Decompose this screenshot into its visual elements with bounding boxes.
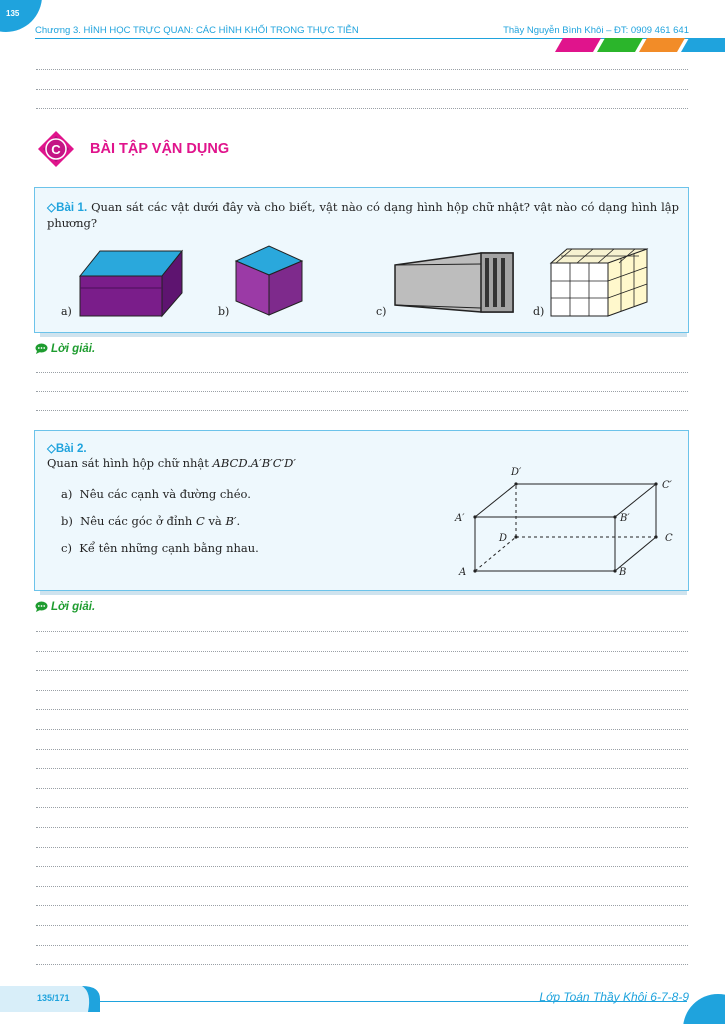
stripe-blue — [681, 38, 725, 52]
answer-line — [36, 391, 688, 392]
box-shadow — [40, 333, 687, 337]
answer-line — [36, 905, 688, 906]
answer-line — [36, 89, 688, 90]
exercise-2-label: ◇Bài 2. — [47, 443, 87, 455]
exercise-2-question — [47, 441, 296, 471]
answer-line — [36, 670, 688, 671]
answer-line — [36, 410, 688, 411]
stripe-orange — [639, 38, 685, 52]
exercise-1-text: Quan sát các vật dưới đây và cho biết, vật nào có dạng hình hộp chữ nhật? vật nào có dạng hình lập phương? — [47, 200, 680, 230]
figure-a-box — [75, 248, 185, 318]
answer-line — [36, 108, 688, 109]
exercise-2-item-c: c) Kể tên những cạnh bằng nhau. — [61, 541, 259, 555]
answer-line — [36, 768, 688, 769]
diamond-icon: ◇ — [47, 202, 57, 214]
answer-line — [36, 945, 688, 946]
box-name: ABCD.A′B′C′D′ — [212, 456, 297, 470]
answer-line — [36, 372, 688, 373]
answer-line — [36, 807, 688, 808]
stripe-magenta — [555, 38, 601, 52]
stripe-green — [597, 38, 643, 52]
section-title: BÀI TẬP VẬN DỤNG — [90, 141, 230, 157]
section-badge-letter: C — [51, 142, 61, 157]
answer-line — [36, 827, 688, 828]
speech-bubble-icon — [35, 601, 48, 612]
edge-BC — [615, 537, 656, 571]
figure-b-label: b) — [218, 305, 230, 318]
exercise-2-item-b: b) Nêu các góc ở đỉnh C và B′. — [61, 514, 241, 528]
answer-line — [36, 631, 688, 632]
vertex-A: A — [459, 567, 467, 578]
header-stripes — [555, 38, 725, 52]
exercise-2-intro: Quan sát hình hộp chữ nhật — [47, 456, 209, 470]
answer-line — [36, 69, 688, 70]
figure-c-label: c) — [376, 305, 387, 318]
figure-b-cube — [233, 241, 305, 317]
answer-line — [36, 925, 688, 926]
exercise-1-box — [34, 187, 689, 333]
page-of-total: 135/171 — [37, 993, 70, 1003]
answer-line — [36, 749, 688, 750]
answer-line — [36, 866, 688, 867]
figure-d-label: d) — [533, 305, 545, 318]
answer-line — [36, 651, 688, 652]
vertex-C: C — [665, 533, 673, 544]
answer-line — [36, 788, 688, 789]
figure-a-label: a) — [61, 305, 72, 318]
vertex-D1: D′ — [511, 467, 522, 478]
vertex-A1: A′ — [455, 513, 465, 524]
answer-line — [36, 690, 688, 691]
answer-line — [36, 886, 688, 887]
solution-1-label: Lời giải. — [35, 343, 95, 355]
vertex-C1: C′ — [662, 480, 672, 491]
author-contact: Thầy Nguyễn Bình Khôi – ĐT: 0909 461 641 — [503, 25, 689, 36]
answer-line — [36, 709, 688, 710]
answer-line — [36, 847, 688, 848]
exercise-2-box — [34, 430, 689, 591]
box-shadow — [40, 591, 687, 595]
edge-AD — [475, 537, 516, 571]
diamond-icon: ◇ — [47, 443, 56, 455]
figure-d-grid-cuboid — [548, 246, 650, 318]
footer-brand: Lớp Toán Thầy Khôi 6-7-8-9 — [539, 990, 689, 1004]
page-number: 135 — [6, 9, 20, 18]
exercise-1-question — [47, 199, 679, 231]
solution-2-label: Lời giải. — [35, 601, 95, 613]
exercise-1-label: ◇Bài 1. — [47, 202, 88, 214]
exercise-2-item-a: a) Nêu các cạnh và đường chéo. — [61, 487, 251, 501]
vertex-B: B — [619, 567, 627, 578]
answer-line — [36, 964, 688, 965]
vertex-B1: B′ — [620, 513, 630, 524]
speech-bubble-icon — [35, 343, 48, 354]
answer-line — [36, 729, 688, 730]
chapter-title: Chương 3. HÌNH HỌC TRỰC QUAN: CÁC HÌNH KHỐI TRONG THỰC TIỄN — [35, 25, 359, 36]
edge-A1D1 — [475, 484, 516, 517]
cuboid-diagram — [451, 459, 681, 583]
vertex-D: D — [499, 533, 508, 544]
section-badge — [37, 130, 75, 168]
corner-decoration — [683, 994, 725, 1024]
figure-c-container — [393, 250, 515, 316]
